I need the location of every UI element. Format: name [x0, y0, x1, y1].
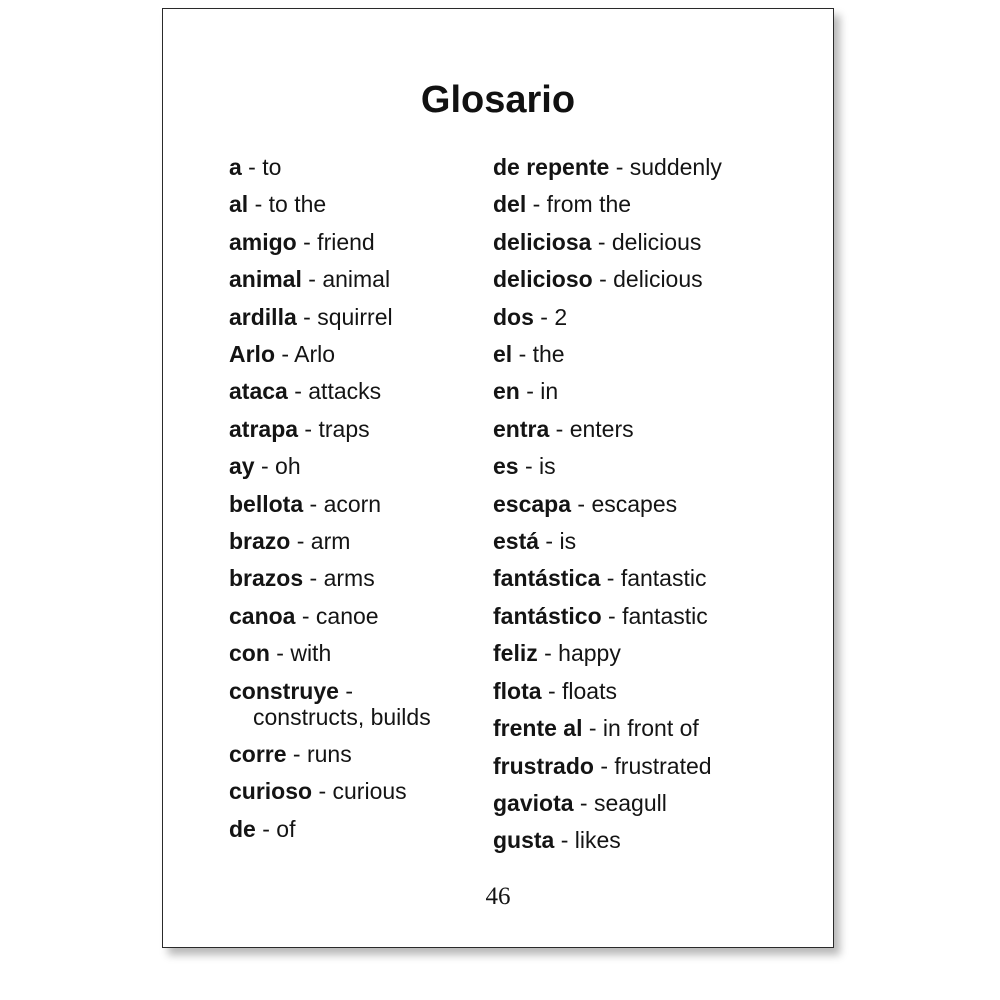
- glossary-entry: [493, 635, 813, 672]
- glossary-definition: - delicious: [592, 266, 703, 293]
- glossary-definition: - attacks: [287, 378, 382, 405]
- glossary-entry: [493, 448, 813, 485]
- glossary-term: entra: [493, 415, 550, 442]
- glossary-definition: - in: [519, 378, 559, 405]
- glossary-entry: [493, 373, 813, 410]
- glossary-term: brazo: [229, 528, 291, 555]
- glossary-definition: - suddenly: [609, 154, 722, 180]
- glossary-term: fantástica: [493, 565, 601, 592]
- glossary-term: frente al: [493, 715, 583, 742]
- glossary-entry: [229, 773, 489, 810]
- glossary-entry: [493, 598, 813, 635]
- glossary-term: curioso: [229, 778, 313, 805]
- glossary-entry: [493, 299, 813, 336]
- glossary-definition: - the: [512, 341, 565, 368]
- glossary-entry: [229, 673, 489, 736]
- glossary-term: gusta: [493, 827, 555, 854]
- page-number: 46: [485, 883, 511, 910]
- glossary-entry: [493, 673, 813, 710]
- glossary-entry: [229, 736, 489, 773]
- glossary-definition: - from the: [526, 191, 632, 218]
- glossary-definition: - animal: [301, 266, 391, 293]
- glossary-definition: - in front of: [582, 715, 699, 742]
- glossary-entry: [493, 822, 813, 859]
- glossary-definition: - floats: [541, 677, 617, 704]
- glossary-entry: [493, 560, 813, 597]
- glossary-definition: - is: [518, 453, 556, 480]
- glossary-term: con: [229, 640, 270, 667]
- glossary-entry: [493, 785, 813, 822]
- page-title: Glosario: [420, 79, 576, 121]
- glossary-term: gaviota: [493, 789, 574, 816]
- glossary-term: Arlo: [229, 341, 275, 368]
- glossary-term: frustrado: [493, 752, 594, 779]
- glossary-definition: - of: [255, 815, 296, 842]
- glossary-definition: - runs: [286, 740, 352, 767]
- glossary-entry: [493, 523, 813, 560]
- glossary-definition: - acorn: [303, 490, 382, 517]
- glossary-term: de repente: [493, 154, 610, 180]
- glossary-definition: - 2: [533, 303, 568, 330]
- glossary-term: delicioso: [493, 266, 593, 293]
- book-page: [162, 8, 834, 948]
- glossary-term: al: [229, 191, 249, 218]
- glossary-definition: - arm: [290, 528, 351, 555]
- glossary-term: animal: [229, 266, 302, 293]
- glossary-entry: [229, 635, 489, 672]
- glossary-term: deliciosa: [493, 228, 592, 255]
- glossary-term: en: [493, 378, 520, 405]
- glossary-entry: [493, 486, 813, 523]
- glossary-definition: - canoe: [295, 602, 379, 629]
- glossary-term: flota: [493, 677, 542, 704]
- glossary-definition: - is: [539, 528, 577, 555]
- glossary-entry: [229, 336, 489, 373]
- glossary-term: ataca: [229, 378, 288, 405]
- glossary-entry: [229, 811, 489, 848]
- glossary-term: ardilla: [229, 303, 297, 330]
- glossary-definition: - fantastic: [601, 602, 708, 629]
- glossary-term: es: [493, 453, 519, 480]
- glossary-definition: - fantastic: [600, 565, 707, 592]
- glossary-column-left: [229, 149, 489, 848]
- glossary-entry: [229, 448, 489, 485]
- glossary-definition: - friend: [296, 228, 375, 255]
- glossary-entry: [493, 186, 813, 223]
- glossary-term: ay: [229, 453, 255, 480]
- glossary-term: atrapa: [229, 415, 299, 442]
- glossary-definition: - to the: [248, 191, 327, 218]
- glossary-entry: [229, 224, 489, 261]
- glossary-definition: - traps: [298, 415, 370, 442]
- glossary-term: el: [493, 341, 513, 368]
- glossary-entry: [229, 373, 489, 410]
- glossary-term: escapa: [493, 490, 572, 517]
- glossary-definition: - escapes: [571, 490, 678, 517]
- glossary-entry: [229, 261, 489, 298]
- glossary-definition: - curious: [312, 778, 407, 805]
- glossary-term: fantástico: [493, 602, 602, 629]
- glossary-term: canoa: [229, 602, 296, 629]
- glossary-term: construye: [229, 677, 339, 704]
- glossary-entry: [493, 336, 813, 373]
- glossary-term: a: [229, 154, 242, 180]
- glossary-definition-continued: constructs, builds: [253, 703, 431, 730]
- glossary-term: feliz: [493, 640, 538, 667]
- glossary-definition: - Arlo: [275, 341, 336, 368]
- glossary-term: amigo: [229, 228, 297, 255]
- glossary-entry: [229, 598, 489, 635]
- glossary-definition: - arms: [303, 565, 375, 592]
- glossary-term: está: [493, 528, 540, 555]
- glossary-term: brazos: [229, 565, 304, 592]
- glossary-term: bellota: [229, 490, 304, 517]
- glossary-entry: [229, 149, 489, 186]
- glossary-definition: - with: [269, 640, 332, 667]
- glossary-term: corre: [229, 740, 287, 767]
- glossary-entry: [229, 523, 489, 560]
- glossary-term: de: [229, 815, 256, 842]
- glossary-entry: [493, 261, 813, 298]
- glossary-entry: [493, 411, 813, 448]
- glossary-definition: - oh: [254, 453, 301, 480]
- glossary-definition: - likes: [554, 827, 621, 854]
- glossary-term: del: [493, 191, 527, 218]
- glossary-definition: -: [338, 677, 353, 704]
- glossary-entry: [493, 224, 813, 261]
- glossary-definition: - delicious: [591, 228, 702, 255]
- glossary-entry: [229, 411, 489, 448]
- glossary-entry: [493, 149, 813, 186]
- glossary-entry: [229, 186, 489, 223]
- glossary-column-right: [493, 149, 813, 860]
- glossary-definition: - enters: [549, 415, 634, 442]
- glossary-entry: [229, 486, 489, 523]
- glossary-entry: [229, 560, 489, 597]
- glossary-definition: - frustrated: [593, 752, 712, 779]
- glossary-definition: - seagull: [573, 789, 667, 816]
- glossary-entry: [493, 748, 813, 785]
- glossary-definition: - happy: [537, 640, 621, 667]
- glossary-definition: - squirrel: [296, 303, 393, 330]
- glossary-definition: - to: [241, 154, 282, 180]
- glossary-term: dos: [493, 303, 534, 330]
- glossary-entry: [493, 710, 813, 747]
- glossary-entry: [229, 299, 489, 336]
